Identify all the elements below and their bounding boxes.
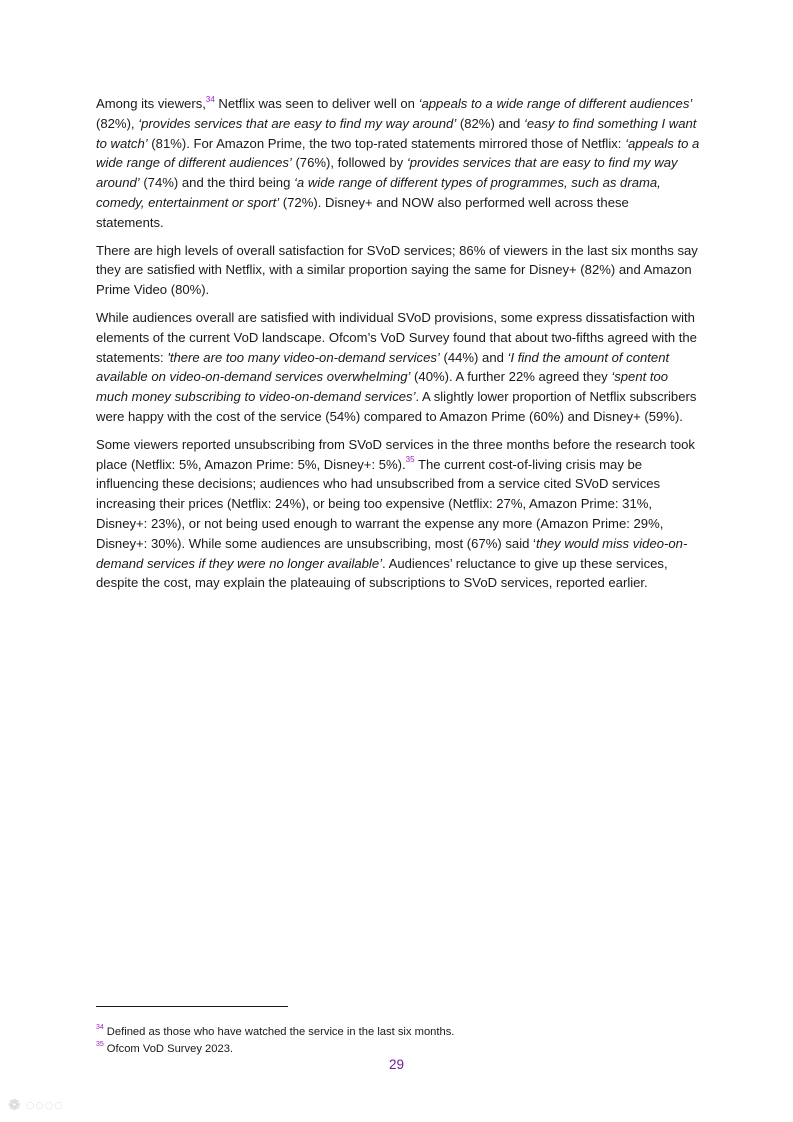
text-run: . Audiences’ reluctance to give up these services, despite the cost, may explain the plateauing of subscriptions to SVoD services, reported earlier. xyxy=(96,555,668,591)
italic-quote: 'there are too many video-on-demand services’ xyxy=(167,349,440,365)
paragraph xyxy=(96,241,700,300)
paragraph xyxy=(96,435,700,593)
footnote-text: Defined as those who have watched the service in the last six months. xyxy=(106,1026,455,1038)
text-run: Among its viewers, xyxy=(96,96,206,111)
italic-quote: ‘easy to find something I want to watch’ xyxy=(96,115,697,151)
footnote-number: 34 xyxy=(96,1024,104,1032)
text-run: The current cost-of-living crisis may be influencing these decisions; audiences who had unsubscribed from a service cited SVoD services increasing their prices (Netflix: 24%), or being too expensive (Netflix: 27%, Amazon Prime: 31%, Disney+: 23%), or not being used enough to warrant the expense any more (Amazon Prime: 29%, Disney+: 30%). While some audiences are unsubscribing, most (67%) said ‘ xyxy=(96,456,664,551)
footnote-text: Ofcom VoD Survey 2023. xyxy=(106,1042,234,1055)
italic-quote: they would miss video-on-demand services if they were no longer available’ xyxy=(96,535,688,571)
watermark-logo: ❁ ◌◌◌◌ xyxy=(8,1097,64,1114)
footnotes xyxy=(96,1024,696,1057)
paragraph xyxy=(96,94,700,233)
paragraph xyxy=(96,308,700,427)
footnote-ref: 35 xyxy=(405,455,415,465)
footnote xyxy=(96,1024,696,1041)
footnote-number: 35 xyxy=(96,1040,104,1048)
text-run: (76%), followed by xyxy=(291,155,407,171)
page-number: 29 xyxy=(388,1057,405,1072)
italic-quote: ‘appeals to a wide range of different audiences’ xyxy=(418,96,693,111)
footnote-ref: 34 xyxy=(205,94,215,104)
text-run: Some viewers reported unsubscribing from SVoD services in the three months before the research took place (Netflix: 5%, Amazon Prime: 5%, Disney+: 5%). xyxy=(96,436,695,472)
text-run: (81%). For Amazon Prime, the two top-rated statements mirrored those of Netflix: xyxy=(147,135,626,151)
footnote xyxy=(96,1041,696,1058)
italic-quote: ‘I find the amount of content available on video-on-demand services overwhelming’ xyxy=(96,349,670,385)
italic-quote: ‘provides services that are easy to find my way around’ xyxy=(96,155,678,191)
text-run: (40%). A further 22% agreed they xyxy=(410,369,612,385)
text-run: There are high levels of overall satisfaction for SVoD services; 86% of viewers in the last six months say they are satisfied with Netflix, with a similar proportion saying the same for Disney+ (82%) and Amazon Prime Video (80%). xyxy=(96,242,698,298)
italic-quote: ‘provides services that are easy to find my way around’ xyxy=(138,115,457,131)
italic-quote: ‘a wide range of different types of programmes, such as drama, comedy, entertainment or sport’ xyxy=(96,175,661,210)
text-run: . A slightly lower proportion of Netflix subscribers were happy with the cost of the service (54%) compared to Amazon Prime (60%) and Disney+ (59%). xyxy=(96,389,697,424)
body-text xyxy=(96,94,700,601)
footnote-divider xyxy=(96,1006,288,1007)
text-run: (72%). Disney+ and NOW also performed well across these statements. xyxy=(96,194,629,230)
text-run: (82%), xyxy=(96,115,139,131)
text-run: Netflix was seen to deliver well on xyxy=(214,96,419,111)
text-run: (82%) and xyxy=(456,115,524,131)
text-run: (44%) and xyxy=(439,349,508,365)
italic-quote: ‘spent too much money subscribing to video-on-demand services’ xyxy=(96,369,669,405)
text-run: While audiences overall are satisfied with individual SVoD provisions, some express dissatisfaction with elements of the current VoD landscape. Ofcom’s VoD Survey found that about two-fifths agreed with the statements: xyxy=(96,309,697,365)
italic-quote: ‘appeals to a wide range of different audiences’ xyxy=(96,135,700,171)
text-run: (74%) and the third being xyxy=(139,175,294,191)
